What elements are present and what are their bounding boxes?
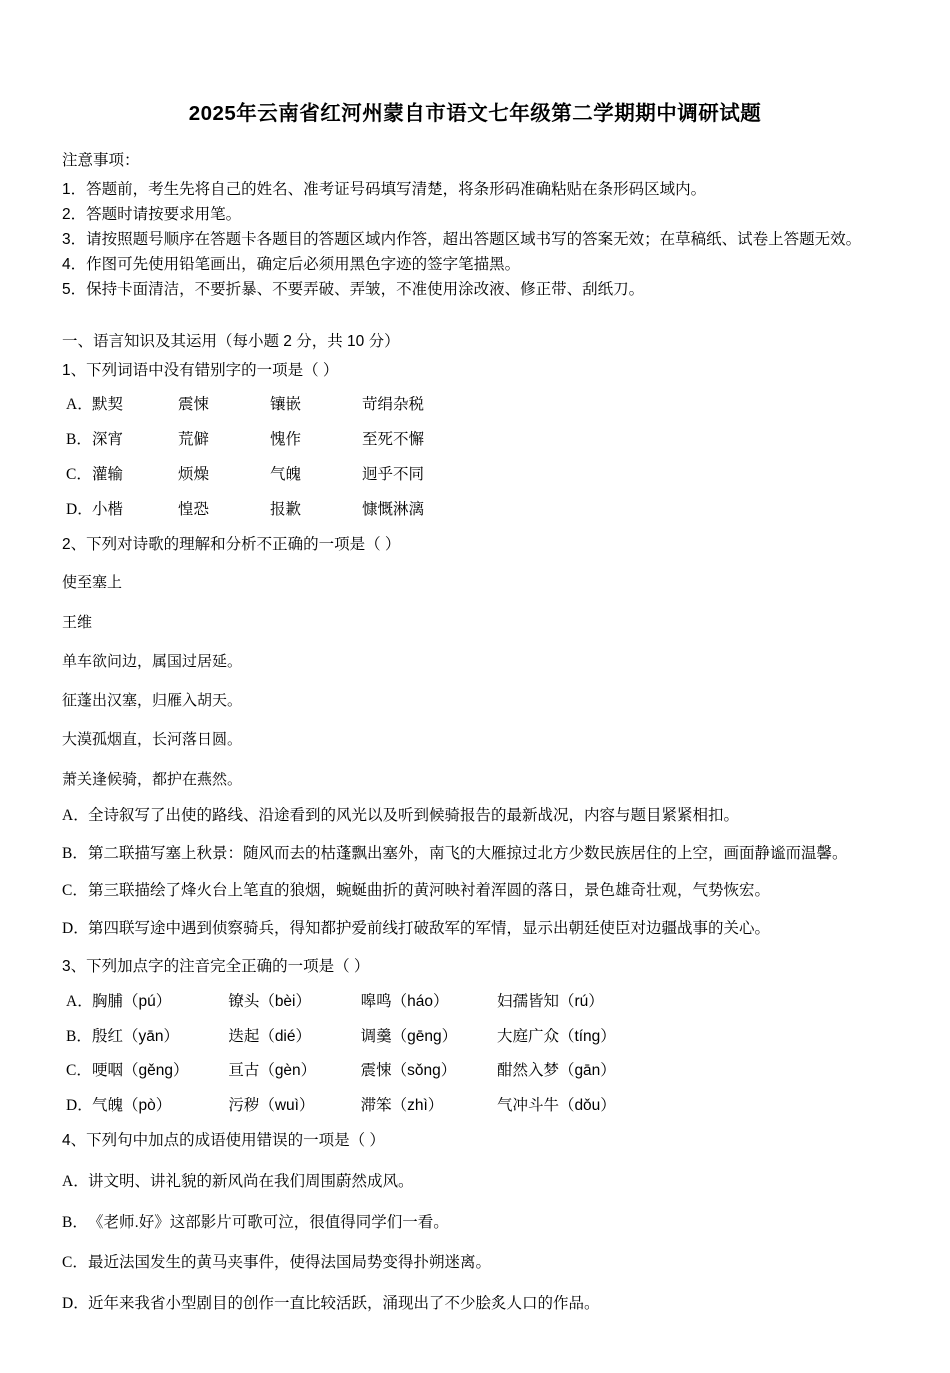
notice-heading: 注意事项： <box>62 152 140 169</box>
notice-item-3: 3．请按照题号顺序在答题卡各题目的答题区域内作答，超出答题区域书写的答案无效；在草稿纸、试卷上答题无效。 <box>62 231 862 249</box>
option-body <box>92 463 888 488</box>
option-body <box>92 393 888 418</box>
notice-item-2: 2．答题时请按要求用笔。 <box>62 206 242 224</box>
option-word-2: 烦燥 <box>178 465 210 483</box>
question-3 <box>62 955 888 1119</box>
pinyin-item-1: 胸脯（pú） <box>92 992 172 1010</box>
option-word-1: 默契 <box>92 396 124 414</box>
question-1-option-c[interactable] <box>62 463 888 488</box>
option-word-3: 报歉 <box>270 500 302 518</box>
option-label: B． <box>66 1027 92 1045</box>
option-label: A． <box>62 806 89 824</box>
pinyin-item-2: 镣头（bèi） <box>228 992 311 1010</box>
option-word-4: 苛绢杂税 <box>362 396 425 414</box>
option-word-2: 荒僻 <box>178 431 210 449</box>
option-label: A． <box>62 1172 89 1190</box>
question-2-stem: 2、下列对诗歌的理解和分析不正确的一项是（ ） <box>62 535 401 553</box>
notice-item-1: 1．答题前，考生先将自己的姓名、准考证号码填写清楚，将条形码准确粘贴在条形码区域内。 <box>62 181 707 198</box>
page-title: 2025年云南省红河州蒙自市语文七年级第二学期期中调研试题 <box>188 102 762 125</box>
option-label: A． <box>66 396 93 414</box>
option-label: C． <box>62 1254 88 1272</box>
pinyin-item-4: 妇孺皆知（rú） <box>496 992 604 1010</box>
pinyin-item-4: 气冲斗牛（dǒu） <box>496 1097 616 1115</box>
question-1-option-b[interactable] <box>62 428 888 453</box>
option-text: 第三联描绘了烽火台上笔直的狼烟，蜿蜒曲折的黄河映衬着浑圆的落日，景色雄奇壮观，气势恢宏。 <box>88 882 771 900</box>
question-3-stem: 3、下列加点字的注音完全正确的一项是（ ） <box>62 958 370 976</box>
section-heading-1: 一、语言知识及其运用（每小题 2 分，共 10 分） <box>62 332 400 350</box>
option-text: 第二联描写塞上秋景：随风而去的枯蓬飘出塞外，南飞的大雁掠过北方少数民族居住的上空，画面静谧而温馨。 <box>88 844 848 862</box>
question-4-option-c[interactable] <box>62 1251 888 1276</box>
option-word-2: 惶恐 <box>178 500 210 518</box>
question-2-option-b[interactable] <box>62 842 888 867</box>
option-word-4: 迥乎不同 <box>362 465 425 483</box>
option-label: C． <box>66 1062 92 1080</box>
option-word-2: 震悚 <box>178 396 210 414</box>
pinyin-item-3: 嗥鸣（háo） <box>360 992 449 1010</box>
option-label: B． <box>66 431 92 449</box>
option-word-1: 小楷 <box>92 500 124 518</box>
option-body <box>92 990 888 1015</box>
question-1-option-d[interactable] <box>62 498 888 523</box>
option-label: D． <box>66 1097 93 1115</box>
pinyin-item-3: 震悚（sǒng） <box>360 1062 457 1080</box>
pinyin-item-4: 大庭广众（tíng） <box>496 1027 616 1045</box>
option-word-4: 慷慨淋漓 <box>362 500 425 518</box>
question-2-option-d[interactable] <box>62 917 888 942</box>
option-label: B． <box>62 844 88 862</box>
poem-line-2: 征蓬出汉塞，归雁入胡天。 <box>62 691 243 710</box>
question-1-stem: 1、下列词语中没有错别字的一项是（ ） <box>62 361 339 379</box>
option-text: 讲文明、讲礼貌的新风尚在我们周围蔚然成风。 <box>88 1172 414 1190</box>
option-text: 《老师.好》这部影片可歌可泣，很值得同学们一看。 <box>88 1213 449 1231</box>
question-3-option-a[interactable] <box>62 990 888 1015</box>
option-label: A． <box>66 992 93 1010</box>
notice-item-5: 5．保持卡面清洁，不要折暴、不要弄破、弄皱，不准使用涂改液、修正带、刮纸刀。 <box>62 281 645 299</box>
poem-line-1: 单车欲问边，属国过居延。 <box>62 651 243 670</box>
question-2-option-a[interactable] <box>62 804 888 829</box>
pinyin-item-2: 污秽（wuì） <box>228 1097 315 1115</box>
option-text: 近年来我省小型剧目的创作一直比较活跃，涌现出了不少脍炙人口的作品。 <box>88 1295 600 1313</box>
option-word-4: 至死不懈 <box>362 431 425 449</box>
option-word-3: 镶嵌 <box>270 396 302 414</box>
option-body <box>92 428 888 453</box>
option-text: 第四联写途中遇到侦察骑兵，得知都护爱前线打破敌军的军情，显示出朝廷使臣对边疆战事的关心。 <box>88 920 771 938</box>
question-2-option-c[interactable] <box>62 879 888 904</box>
option-body <box>92 1059 888 1084</box>
option-label: D． <box>66 500 93 518</box>
option-label: C． <box>62 882 88 900</box>
question-1-option-a[interactable] <box>62 393 888 418</box>
poem-title: 使至塞上 <box>62 573 123 592</box>
question-4-option-d[interactable] <box>62 1292 888 1317</box>
question-3-option-b[interactable] <box>62 1025 888 1050</box>
pinyin-item-1: 气魄（pò） <box>92 1097 172 1115</box>
pinyin-item-3: 滞笨（zhì） <box>360 1097 444 1115</box>
question-3-option-c[interactable] <box>62 1059 888 1084</box>
option-label: B． <box>62 1213 88 1231</box>
pinyin-item-4: 酣然入梦（gān） <box>496 1062 616 1080</box>
question-3-option-d[interactable] <box>62 1094 888 1119</box>
option-body <box>92 498 888 523</box>
notice-block <box>62 148 888 303</box>
option-body <box>92 1025 888 1050</box>
option-label: D． <box>62 1295 89 1313</box>
poem-line-3: 大漠孤烟直，长河落日圆。 <box>62 730 243 749</box>
pinyin-item-2: 迭起（dié） <box>228 1027 311 1045</box>
notice-item-4: 4．作图可先使用铅笔画出，确定后必须用黑色字迹的签字笔描黑。 <box>62 256 521 274</box>
option-word-1: 灌输 <box>92 465 124 483</box>
option-text: 最近法国发生的黄马夹事件，使得法国局势变得扑朔迷离。 <box>88 1254 492 1272</box>
option-word-1: 深宵 <box>92 431 124 449</box>
question-1 <box>62 359 888 523</box>
question-4 <box>62 1129 888 1317</box>
pinyin-item-1: 殷红（yān） <box>92 1027 179 1045</box>
option-body <box>92 1094 888 1119</box>
option-label: C． <box>66 465 92 483</box>
pinyin-item-1: 哽咽（gěng） <box>92 1062 189 1080</box>
question-4-option-a[interactable] <box>62 1170 888 1195</box>
question-2 <box>62 533 888 942</box>
question-4-stem: 4、下列句中加点的成语使用错误的一项是（ ） <box>62 1132 385 1149</box>
option-word-3: 愧作 <box>270 431 302 449</box>
poem-line-4: 萧关逢候骑，都护在燕然。 <box>62 769 243 788</box>
option-text: 全诗叙写了出使的路线、沿途看到的风光以及听到候骑报告的最新战况，内容与题目紧紧相扣。 <box>88 806 740 824</box>
pinyin-item-2: 亘古（gèn） <box>228 1062 317 1080</box>
pinyin-item-3: 调羹（gēng） <box>360 1027 458 1045</box>
question-4-option-b[interactable] <box>62 1211 888 1236</box>
option-label: D． <box>62 920 89 938</box>
option-word-3: 气魄 <box>270 465 302 483</box>
poem-block <box>62 571 888 791</box>
poem-author: 王维 <box>62 612 93 631</box>
